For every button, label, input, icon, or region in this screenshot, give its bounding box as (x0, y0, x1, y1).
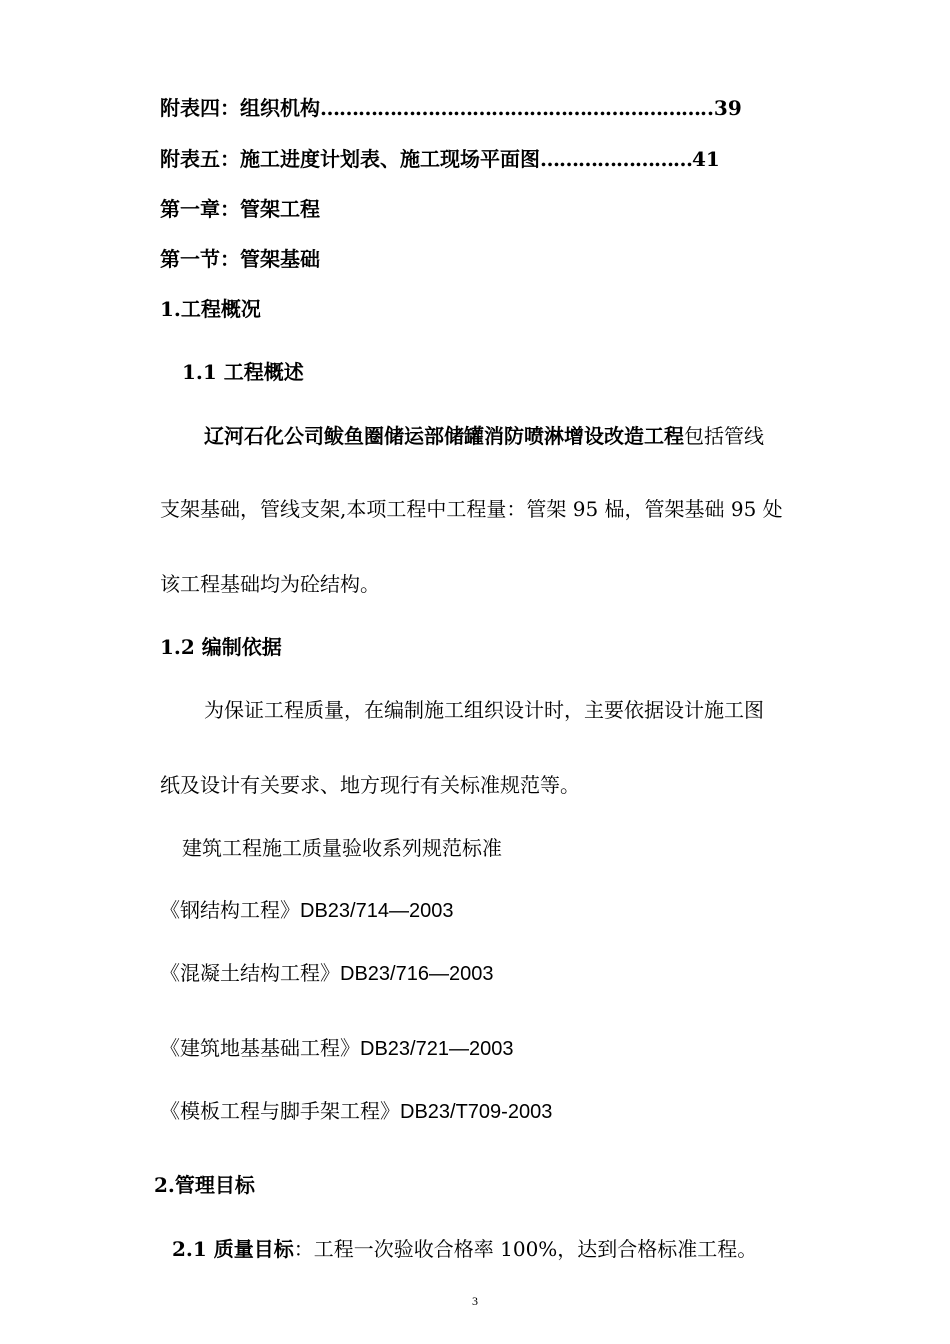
section-title: 第一节：管架基础 (160, 247, 320, 271)
paragraph-line: 纸及设计有关要求、地方现行有关标准规范等。 (160, 773, 580, 797)
toc-leader-dots: …………………………………………………… (320, 96, 700, 120)
toc-page: 41 (692, 147, 720, 171)
standard-item (160, 1036, 513, 1061)
heading-1: 1.工程概况 (160, 297, 261, 321)
standard-name: 《混凝土结构工程》 (160, 961, 340, 985)
quality-goal-text: ：工程一次验收合格率 100%，达到合格标准工程。 (293, 1237, 758, 1261)
paragraph-line: 该工程基础均为砼结构。 (160, 572, 380, 596)
quality-goal-label: 2.1 质量目标 (172, 1237, 294, 1261)
standards-title: 建筑工程施工质量验收系列规范标准 (182, 836, 502, 860)
standard-code: DB23/716—2003 (340, 963, 494, 985)
project-name: 辽河石化公司鲅鱼圈储运部储罐消防喷淋增设改造工程 (204, 424, 684, 448)
standard-item (160, 961, 493, 986)
heading-1-2: 1.2 编制依据 (160, 635, 282, 659)
standard-name: 《钢结构工程》 (160, 898, 300, 922)
toc-label: 附表五：施工进度计划表、施工现场平面图 (160, 147, 540, 171)
quality-goal (172, 1237, 757, 1261)
chapter-title: 第一章：管架工程 (160, 197, 320, 221)
standard-item (160, 898, 453, 923)
standard-name: 《模板工程与脚手架工程》 (160, 1099, 400, 1123)
toc-page: ..39 (700, 96, 742, 120)
toc-row-appendix-4[interactable] (160, 96, 800, 120)
heading-2: 2.管理目标 (154, 1173, 255, 1197)
standard-code: DB23/714—2003 (300, 900, 454, 922)
standard-name: 《建筑地基基础工程》 (160, 1036, 360, 1060)
paragraph-text: 包括管线 (684, 424, 764, 448)
toc-row-appendix-5[interactable] (160, 147, 800, 171)
toc-leader-dots: …………………… (540, 147, 692, 171)
paragraph-line: 支架基础，管线支架,本项工程中工程量：管架 95 榀，管架基础 95 处 (160, 497, 783, 521)
paragraph-line: 为保证工程质量，在编制施工组织设计时，主要依据设计施工图 (204, 698, 764, 722)
standard-item (160, 1099, 552, 1124)
heading-1-1: 1.1 工程概述 (182, 360, 304, 384)
standard-code: DB23/T709-2003 (400, 1101, 553, 1123)
toc-label: 附表四：组织机构 (160, 96, 320, 120)
paragraph-line (204, 424, 764, 448)
page-number: 3 (472, 1294, 478, 1308)
standard-code: DB23/721—2003 (360, 1038, 514, 1060)
